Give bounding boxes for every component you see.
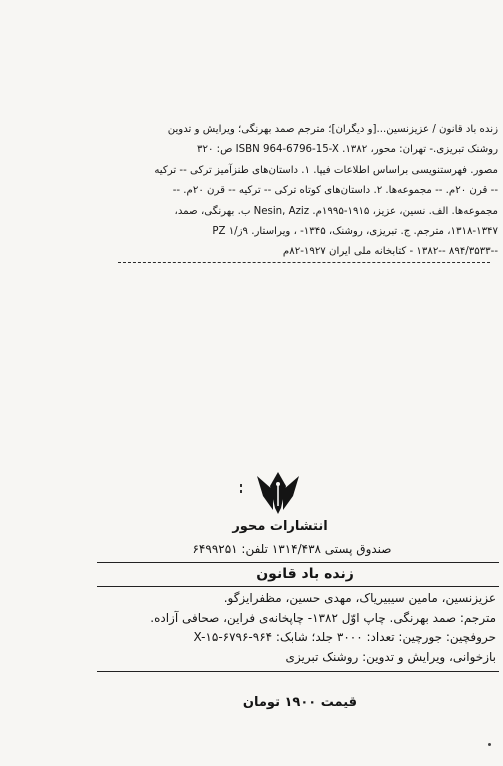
cataloging-line: زنده باد قانون / عزیزنسین...[و دیگران]؛ مترجم صمد بهرنگی؛ ویرایش و تدوین bbox=[167, 124, 498, 135]
divider-mid bbox=[97, 586, 499, 587]
colophon-authors: عزیزنسین، مامین سیبیریاک، مهدی حسین، مظفرایزگو. bbox=[223, 591, 496, 605]
price-label: قیمت ۱۹۰۰ تومان bbox=[242, 695, 358, 710]
publisher-contact: صندوق پستی ۱۳۱۴/۴۳۸ تلفن: ۶۴۹۹۲۵۱ bbox=[192, 542, 392, 556]
corner-mark bbox=[488, 743, 491, 746]
cataloging-line: --۸۹۴/۳۵۳۳ --۱۳۸۲ - کتابخانه ملی ایران ۱۹۲۷-۸۲م bbox=[282, 246, 498, 258]
book-title: زنده باد قانون bbox=[256, 566, 354, 582]
colophon-editing: بازخوانی، ویرایش و تدوین: روشنک تبریزی bbox=[285, 649, 496, 664]
cataloging-block bbox=[104, 120, 498, 263]
cataloging-line: روشنک تبریزی.- تهران: محور، ۱۳۸۲. ISBN 964-6796-15-X ص: ۳۲۰ bbox=[197, 144, 498, 156]
divider-top bbox=[97, 562, 499, 563]
publisher-name: انتشارات محور bbox=[232, 519, 328, 534]
divider-bottom bbox=[97, 671, 499, 672]
colophon-typesetting: حروفچین: جورچین: تعداد: ۳۰۰۰ جلد؛ شابک: X-۱۵-۶۷۹۶-۹۶۴ bbox=[193, 630, 496, 644]
colophon-translator: مترجم: صمد بهرنگی. چاپ اوّل ۱۳۸۲- چاپخانه‌ی فراین، صحافی آزاده. bbox=[150, 610, 496, 625]
colophon-block bbox=[104, 589, 496, 667]
cataloging-line: -- قرن ۲۰م. -- مجموعه‌ها. ۲. داستان‌های کوتاه ترکی -- ترکیه -- قرن ۲۰م. -- bbox=[172, 185, 498, 197]
cataloging-line: ۱۳۱۸-۱۳۴۷، مترجم. ج. تبریزی، روشنک، ۱۳۴۵- ، ویراستار. ۹ز/۱ PZ bbox=[212, 225, 498, 237]
cataloging-divider bbox=[118, 262, 490, 263]
pen-nib-logo-icon bbox=[255, 470, 301, 516]
scan-speck bbox=[240, 484, 242, 494]
cataloging-line: مصور. فهرستنویسی براساس اطلاعات فیپا. ۱. داستان‌های طنزآمیز ترکی -- ترکیه bbox=[154, 164, 498, 176]
cataloging-line: مجموعه‌ها. الف. نسین، عزیز، ۱۹۱۵-۱۹۹۵م. Nesin, Aziz ب. بهرنگی، صمد، bbox=[174, 205, 498, 217]
